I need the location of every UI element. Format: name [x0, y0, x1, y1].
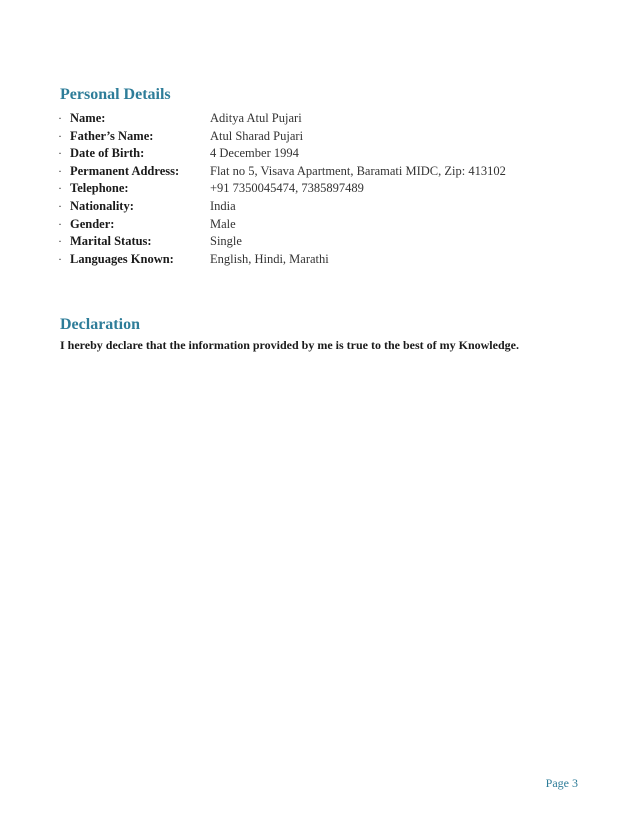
detail-label: Name: — [70, 111, 106, 125]
bullet-icon: · — [58, 234, 62, 249]
bullet-icon: · — [58, 181, 62, 196]
bullet-icon: · — [58, 128, 62, 143]
bullet-icon: · — [58, 146, 62, 161]
detail-row-nationality — [58, 198, 598, 216]
detail-value: Single — [210, 234, 242, 249]
detail-value: Atul Sharad Pujari — [210, 128, 304, 143]
bullet-icon: · — [58, 198, 62, 213]
declaration-text: I hereby declare that the information provided by me is true to the best of my Knowledge. — [60, 338, 519, 352]
detail-row-gender — [58, 216, 598, 234]
detail-value: +91 7350045474, 7385897489 — [210, 181, 364, 196]
detail-label: Date of Birth: — [70, 146, 145, 161]
personal-details-heading: Personal Details — [60, 86, 171, 103]
detail-row-permanent-address — [58, 163, 598, 181]
detail-row-languages-known — [58, 251, 598, 269]
detail-row-telephone — [58, 180, 598, 198]
detail-row-name — [58, 110, 598, 128]
detail-value: 4 December 1994 — [210, 146, 299, 161]
detail-value: English, Hindi, Marathi — [210, 251, 329, 266]
bullet-icon: · — [58, 111, 62, 125]
detail-value: Aditya Atul Pujari — [210, 111, 302, 125]
personal-details-list — [58, 110, 598, 268]
declaration-heading: Declaration — [60, 316, 140, 333]
bullet-icon: · — [58, 216, 62, 231]
detail-label: Languages Known: — [70, 251, 174, 266]
detail-label: Telephone: — [70, 181, 129, 196]
detail-row-date-of-birth — [58, 145, 598, 163]
detail-row-marital-status — [58, 233, 598, 251]
detail-value: Flat no 5, Visava Apartment, Baramati MIDC, Zip: 413102 — [210, 163, 506, 178]
detail-label: Gender: — [70, 216, 115, 231]
detail-value: Male — [210, 216, 236, 231]
bullet-icon: · — [58, 251, 62, 266]
detail-label: Nationality: — [70, 198, 134, 213]
detail-label: Permanent Address: — [70, 163, 180, 178]
detail-label: Father’s Name: — [70, 128, 154, 143]
detail-label: Marital Status: — [70, 234, 152, 249]
page-number: Page 3 — [545, 776, 578, 790]
detail-row-fathers-name — [58, 128, 598, 146]
bullet-icon: · — [58, 163, 62, 178]
detail-value: India — [210, 198, 236, 213]
